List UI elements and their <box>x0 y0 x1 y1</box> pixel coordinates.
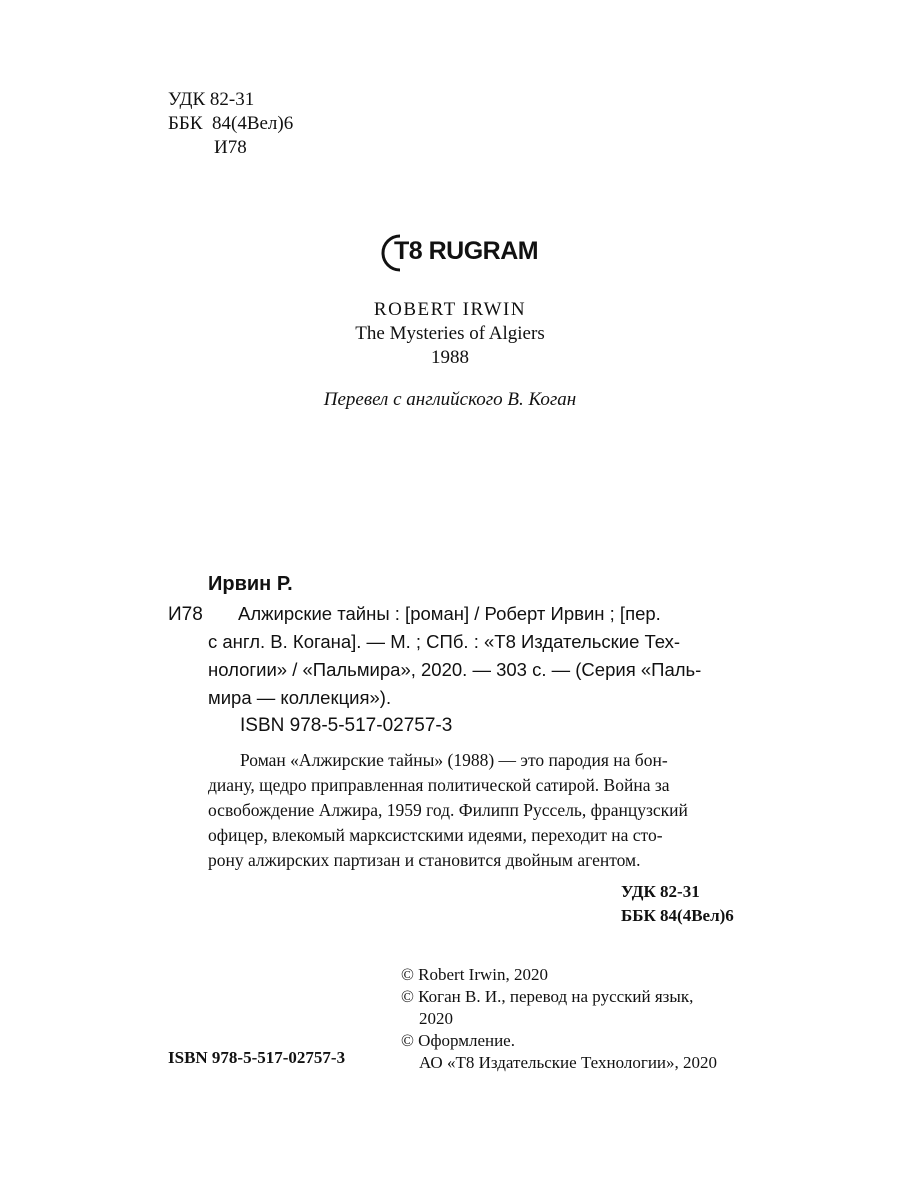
original-year: 1988 <box>431 347 469 368</box>
annotation-line: освобождение Алжира, 1959 год. Филипп Руссель, французский <box>208 800 688 820</box>
annotation-line: рону алжирских партизан и становится двойным агентом. <box>208 850 641 870</box>
description-line: нологии» / «Пальмира», 2020. — 303 с. — (Серия «Паль- <box>208 659 702 680</box>
udk-code: УДК 82-31 <box>168 89 255 110</box>
original-edition <box>0 298 900 370</box>
copyright-line: © Оформление. <box>401 1031 515 1050</box>
catalog-author-mark: И78 <box>168 604 203 625</box>
udk-code: УДК 82-31 <box>621 882 700 901</box>
copyright-line: © Коган В. И., перевод на русский язык, <box>401 987 694 1006</box>
catalog-author-heading: Ирвин Р. <box>208 573 293 595</box>
original-title: The Mysteries of Algiers <box>355 323 545 344</box>
original-author: ROBERT IRWIN <box>373 299 527 320</box>
copyright-block <box>401 964 717 1074</box>
annotation-line: диану, щедро приправленная политической сатирой. Война за <box>208 775 670 795</box>
copyright-line: АО «Т8 Издательские Технологии», 2020 <box>419 1053 718 1072</box>
description-line: с англ. В. Когана]. — М. ; СПб. : «Т8 Издательские Тех- <box>208 631 681 652</box>
classification-codes-top <box>168 88 293 160</box>
translator-note: Перевел с английского В. Коган <box>323 389 577 410</box>
bbk-code: ББК 84(4Вел)6 <box>621 906 734 925</box>
bbk-code: ББК 84(4Вел)6 <box>168 113 294 134</box>
author-mark: И78 <box>214 137 247 158</box>
catalog-description <box>208 600 748 712</box>
annotation <box>208 748 753 873</box>
publisher-logo <box>380 232 539 274</box>
copyright-line: 2020 <box>419 1009 453 1028</box>
catalog-isbn: ISBN 978-5-517-02757-3 <box>240 715 453 736</box>
logo-text: T8 RUGRAM <box>394 237 539 265</box>
bottom-isbn: ISBN 978-5-517-02757-3 <box>168 1048 346 1067</box>
description-line: мира — коллекция»). <box>208 687 392 708</box>
annotation-line: офицер, влекомый марксистскими идеями, переходит на сто- <box>208 825 663 845</box>
description-line: Алжирские тайны : [роман] / Роберт Ирвин ; [пер. <box>238 603 661 624</box>
classification-codes-bottom <box>621 880 734 928</box>
annotation-line: Роман «Алжирские тайны» (1988) — это пародия на бон- <box>240 750 668 770</box>
copyright-line: © Robert Irwin, 2020 <box>401 965 549 984</box>
